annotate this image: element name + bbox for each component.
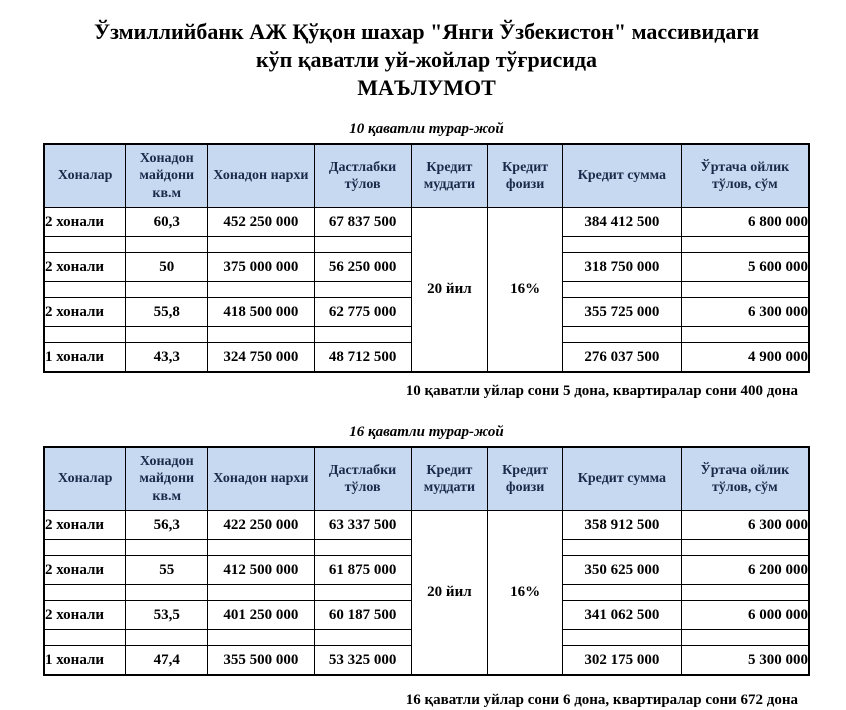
cell-credit-rate: 16% [488,511,563,676]
cell-credit-sum: 318 750 000 [563,253,682,282]
col-header-area: Хонадон майдони кв.м [126,144,208,208]
cell-credit-term: 20 йил [411,511,488,676]
document-title [43,18,810,102]
cell-price: 375 000 000 [208,253,314,282]
cell-credit-term: 20 йил [411,208,488,373]
cell-area: 55,8 [126,298,208,327]
cell-down-payment: 61 875 000 [314,556,411,585]
col-header-rooms: Хоналар [44,144,126,208]
col-header-credit-sum: Кредит сумма [563,144,682,208]
cell-rooms: 2 хонали [44,298,126,327]
cell-down-payment: 67 837 500 [314,208,411,237]
col-header-credit-rate: Кредит фоизи [488,144,563,208]
cell-price: 401 250 000 [208,601,314,630]
cell-monthly-payment: 6 000 000 [681,601,809,630]
cell-credit-rate: 16% [488,208,563,373]
cell-price: 422 250 000 [208,511,314,540]
cell-price: 418 500 000 [208,298,314,327]
table-footer-note-10-floor: 10 қаватли уйлар сони 5 дона, квартиралар сони 400 дона [405,383,798,399]
cell-area: 55 [126,556,208,585]
table-row [44,511,809,540]
cell-area: 47,4 [126,646,208,676]
cell-area: 43,3 [126,343,208,373]
cell-area: 56,3 [126,511,208,540]
cell-monthly-payment: 6 800 000 [681,208,809,237]
cell-credit-sum: 384 412 500 [563,208,682,237]
cell-rooms: 1 хонали [44,343,126,373]
document-title-line-3: МАЪЛУМОТ [357,75,496,100]
col-header-down-payment: Дастлабки тўлов [314,447,411,511]
cell-down-payment: 60 187 500 [314,601,411,630]
cell-rooms: 2 хонали [44,511,126,540]
table-row [44,208,809,237]
cell-rooms: 2 хонали [44,556,126,585]
cell-credit-sum: 341 062 500 [563,601,682,630]
cell-price: 355 500 000 [208,646,314,676]
cell-down-payment: 48 712 500 [314,343,411,373]
cell-area: 53,5 [126,601,208,630]
col-header-price: Хонадон нархи [208,447,314,511]
cell-monthly-payment: 6 300 000 [681,298,809,327]
cell-monthly-payment: 6 200 000 [681,556,809,585]
cell-down-payment: 56 250 000 [314,253,411,282]
col-header-monthly-payment: Ўртача ойлик тўлов, сўм [681,447,809,511]
cell-down-payment: 63 337 500 [314,511,411,540]
col-header-credit-term: Кредит муддати [411,447,488,511]
col-header-rooms: Хоналар [44,447,126,511]
col-header-credit-term: Кредит муддати [411,144,488,208]
cell-monthly-payment: 6 300 000 [681,511,809,540]
cell-credit-sum: 355 725 000 [563,298,682,327]
document-title-line-1: Ўзмиллийбанк АЖ Қўқон шахар "Янги Ўзбекистон" массивидаги [93,19,759,44]
cell-price: 412 500 000 [208,556,314,585]
col-header-credit-rate: Кредит фоизи [488,447,563,511]
cell-credit-sum: 358 912 500 [563,511,682,540]
cell-rooms: 1 хонали [44,646,126,676]
col-header-credit-sum: Кредит сумма [563,447,682,511]
cell-rooms: 2 хонали [44,601,126,630]
cell-price: 324 750 000 [208,343,314,373]
col-header-monthly-payment: Ўртача ойлик тўлов, сўм [681,144,809,208]
table-footer-note-16-floor: 16 қаватли уйлар сони 6 дона, квартиралар сони 672 дона [405,692,798,708]
cell-rooms: 2 хонали [44,208,126,237]
cell-credit-sum: 350 625 000 [563,556,682,585]
cell-area: 60,3 [126,208,208,237]
cell-credit-sum: 302 175 000 [563,646,682,676]
document-title-line-2: кўп қаватли уй-жойлар тўғрисида [255,47,598,72]
section-title-16-floor: 16 қаватли турар-жой [349,424,504,440]
cell-monthly-payment: 5 300 000 [681,646,809,676]
table-header-row [44,447,809,511]
apartments-table-16-floor [43,446,810,676]
apartments-table-10-floor [43,143,810,373]
cell-monthly-payment: 5 600 000 [681,253,809,282]
col-header-down-payment: Дастлабки тўлов [314,144,411,208]
cell-down-payment: 53 325 000 [314,646,411,676]
col-header-price: Хонадон нархи [208,144,314,208]
col-header-area: Хонадон майдони кв.м [126,447,208,511]
table-header-row [44,144,809,208]
cell-area: 50 [126,253,208,282]
cell-down-payment: 62 775 000 [314,298,411,327]
cell-rooms: 2 хонали [44,253,126,282]
section-title-10-floor: 10 қаватли турар-жой [349,121,504,137]
cell-credit-sum: 276 037 500 [563,343,682,373]
cell-price: 452 250 000 [208,208,314,237]
cell-monthly-payment: 4 900 000 [681,343,809,373]
